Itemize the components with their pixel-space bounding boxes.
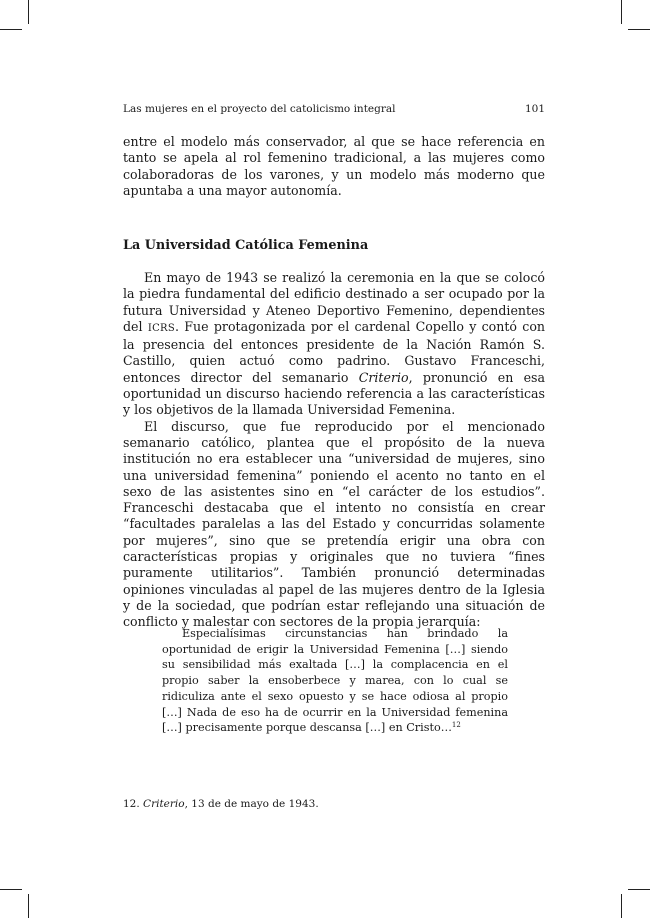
running-title: Las mujeres en el proyecto del catolicismo integral (123, 103, 396, 115)
crop-mark (0, 29, 22, 30)
crop-mark (621, 894, 622, 918)
paragraph-1: En mayo de 1943 se realizó la ceremonia en la que se colocó la piedra fundamental del edificio destinado a ser ocupado por la futura Universidad y Ateneo Deportivo Femenino, dependientes del ICRS. Fue protagonizada por el cardenal Copello y contó con la presencia del entonces presidente de la Nación Ramón S. Castillo, quien actuó como padrino. Gustavo Franceschi, entonces director del semanario Criterio, pronunció en esa oportunidad un discurso haciendo referencia a las características y los objetivos de la llamada Universidad Femenina. (123, 270, 546, 418)
footnote (123, 797, 545, 811)
footnote-number: 12. (123, 798, 140, 810)
crop-mark (28, 0, 29, 24)
acronym: ICRS (147, 322, 176, 334)
intro-paragraph (123, 134, 545, 199)
footnote-rest: , 13 de de mayo de 1943. (184, 798, 319, 810)
crop-mark (621, 0, 622, 24)
page-number: 101 (524, 103, 545, 115)
section-title: La Universidad Católica Femenina (123, 238, 369, 253)
quote-text: Especialísimas circunstancias han brindado la oportunidad de erigir la Universidad Femenina […] siendo su sensibilidad más exaltada […] la complacencia en el propio saber la ensoberbece y marea, con lo cual se ridiculiza ante el sexo opuesto y se hace odiosa al propio […] Nada de eso ha de ocurrir en la Universidad femenina […] precisamente porque descansa […] en Cristo… (162, 627, 508, 735)
body-text (123, 270, 545, 631)
footnote-source: Criterio (143, 798, 185, 810)
publication-title: Criterio (358, 369, 409, 385)
crop-mark (628, 889, 650, 890)
running-head (123, 102, 545, 116)
paragraph-2: El discurso, que fue reproducido por el mencionado semanario católico, plantea que el propósito de la nueva institución no era establecer una “universidad de mujeres, sino una universidad femenina” poniendo el acento no tanto en el sexo de las asistentes sino en “el carácter de los estudios”. Franceschi destacaba que el intento no consistía en crear “facultades paralelas a las del Estado y concurridas solamente por mujeres”, sino que se pretendía erigir una obra con características propias y originales que no tuviera “fines puramente utilitarios”. También pronunció determinadas opiniones vinculadas al papel de las mujeres dentro de la Iglesia y de la sociedad, que podrían estar reflejando una situación de conflicto y malestar con sectores de la propia jerarquía: (123, 418, 545, 630)
intro-text: entre el modelo más conservador, al que se hace referencia en tanto se apela al rol femenino tradicional, a las mujeres como colaboradoras de los varones, y un modelo más moderno que apuntaba a una mayor autonomía. (123, 134, 545, 198)
crop-mark (0, 889, 22, 890)
crop-mark (28, 894, 29, 918)
crop-mark (628, 29, 650, 30)
footnote-reference[interactable]: 12 (451, 721, 461, 730)
block-quote (162, 626, 508, 736)
